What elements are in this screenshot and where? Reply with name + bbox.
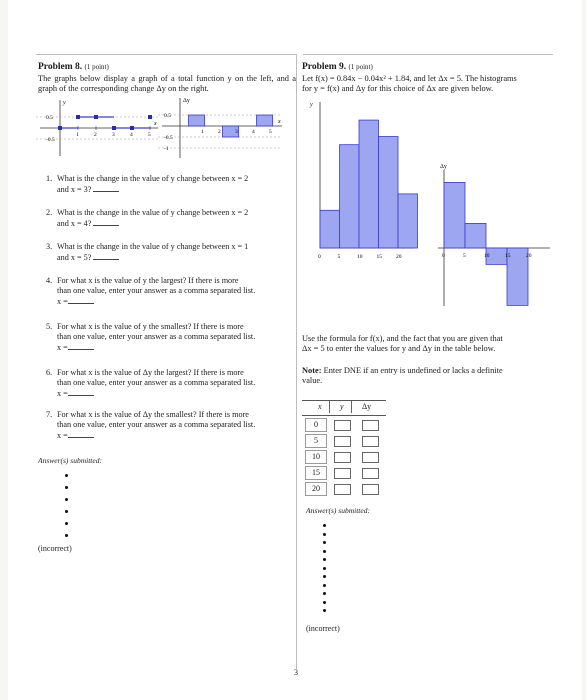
x-tick-label: 5 xyxy=(148,132,151,138)
problem9-note xyxy=(302,366,554,386)
question-2-number: 2. xyxy=(46,208,53,217)
y-value-input[interactable] xyxy=(334,420,351,431)
x-tick-label: 15 xyxy=(376,254,382,260)
y-histogram-bar xyxy=(340,145,360,248)
problem9-intro-line-1: Let f(x) = 0.84x − 0.04x² + 1.84, and let Δx = 5. The histograms xyxy=(302,74,517,83)
table-row xyxy=(302,450,386,464)
y-tick-label: -1 xyxy=(164,146,169,152)
y-histogram-bar xyxy=(398,194,418,248)
data-point xyxy=(76,115,80,119)
submitted-dot xyxy=(323,558,326,561)
dy-value-input[interactable] xyxy=(362,452,379,463)
x-tick-label: 1 xyxy=(76,132,79,138)
problem9-status: (incorrect) xyxy=(306,624,340,633)
table-header-x: x xyxy=(318,402,322,411)
data-point xyxy=(94,115,98,119)
y-histogram-bar xyxy=(359,120,379,248)
submitted-dot xyxy=(65,534,68,537)
answer-field-5[interactable] xyxy=(68,342,94,350)
question-6-text: For what x is the value of Δy the largest? If there is more xyxy=(57,368,244,377)
x-tick-label: 4 xyxy=(130,132,133,138)
x-tick-label: 10 xyxy=(357,254,363,260)
x-value-cell: 20 xyxy=(305,482,327,496)
table-top-rule xyxy=(302,400,386,401)
answer-field-7[interactable] xyxy=(68,430,94,438)
top-rule-left xyxy=(36,54,296,55)
x-tick-label: 10 xyxy=(484,253,490,259)
y-axis-label: Δy xyxy=(183,98,190,104)
question-4-number: 4. xyxy=(46,276,53,285)
note-text: Enter DNE if an entry is undefined or lacks a definite xyxy=(323,366,503,375)
submitted-dot xyxy=(323,592,326,595)
problem8-points: (1 point) xyxy=(84,63,109,71)
y-tick-label: 0.5 xyxy=(164,113,171,119)
y-tick-label: -0.5 xyxy=(164,135,173,141)
x-value-cell: 5 xyxy=(305,434,327,448)
question-3-number: 3. xyxy=(46,242,53,251)
submitted-dot xyxy=(323,609,326,612)
formula-text-line-2: Δx = 5 to enter the values for y and Δy in the table below. xyxy=(302,344,496,353)
question-1-text-2: and x = 3? xyxy=(57,185,92,195)
dy-value-input[interactable] xyxy=(362,468,379,479)
delta-bar xyxy=(189,115,205,126)
question-4-text-2: than one value, enter your answer as a comma separated list. xyxy=(57,286,256,296)
question-5-text-2: than one value, enter your answer as a comma separated list. xyxy=(57,332,256,342)
submitted-dot xyxy=(323,575,326,578)
problem8-title-text: Problem 8. xyxy=(38,62,83,72)
problem9-answers-submitted: Answer(s) submitted: xyxy=(306,506,370,515)
y-histogram-bar xyxy=(379,136,399,248)
y-axis-label: y xyxy=(310,102,313,108)
submitted-dot xyxy=(323,541,326,544)
x-value-cell: 0 xyxy=(305,418,327,432)
x-tick-label: 4 xyxy=(252,129,255,135)
y-histogram-bar xyxy=(320,210,340,248)
question-5-text: For what x is the value of y the smallest? If there is more xyxy=(57,322,244,331)
answer-field-4[interactable] xyxy=(68,296,94,304)
question-4-text: For what x is the value of y the largest? If there is more xyxy=(57,276,239,285)
submitted-dot xyxy=(65,522,68,525)
x-value-cell: 15 xyxy=(305,466,327,480)
submitted-dot xyxy=(323,550,326,553)
submitted-dot xyxy=(323,601,326,604)
question-7-text-2: than one value, enter your answer as a comma separated list. xyxy=(57,420,256,430)
problem9-intro xyxy=(302,74,554,94)
question-3-text-2: and x = 5? xyxy=(57,253,92,263)
p9-dy-histogram xyxy=(426,160,554,308)
p8-dy-graph xyxy=(158,96,286,160)
table-header-dy: Δy xyxy=(362,402,372,411)
data-point xyxy=(148,115,152,119)
answer-field-1[interactable] xyxy=(93,184,119,192)
x-tick-label: 3 xyxy=(112,132,115,138)
note-label: Note: xyxy=(302,366,322,375)
table-header-y: y xyxy=(340,402,344,411)
p8-y-graph xyxy=(36,96,162,160)
x-tick-label: 5 xyxy=(463,253,466,259)
y-value-input[interactable] xyxy=(334,484,351,495)
table-header-sep xyxy=(351,401,352,413)
table-header-sep xyxy=(329,401,330,413)
submitted-dot xyxy=(323,533,326,536)
question-3-text: What is the change in the value of y change between x = 1 xyxy=(57,242,249,251)
question-1-number: 1. xyxy=(46,174,53,183)
dy-value-input[interactable] xyxy=(362,420,379,431)
table-row xyxy=(302,482,386,496)
x-axis-label: x xyxy=(154,121,157,127)
column-divider xyxy=(296,54,297,669)
data-point xyxy=(112,126,116,130)
question-5-number: 5. xyxy=(46,322,53,331)
x-tick-label: 5 xyxy=(337,254,341,260)
note-text-2: value. xyxy=(302,376,323,385)
question-6-number: 6. xyxy=(46,368,53,377)
question-2-text-2: and x = 4? xyxy=(57,219,92,229)
submitted-dot xyxy=(65,474,68,477)
y-value-input[interactable] xyxy=(334,468,351,479)
submitted-dot xyxy=(323,567,326,570)
x-tick-label: 5 xyxy=(269,129,272,135)
question-6-text-2: than one value, enter your answer as a comma separated list. xyxy=(57,378,256,388)
problem8-answers-submitted: Answer(s) submitted: xyxy=(38,456,102,465)
table-row xyxy=(302,418,386,432)
y-tick-label: -0.5 xyxy=(46,137,55,143)
question-4-x-label: x = xyxy=(57,297,68,307)
x-axis-label: x xyxy=(278,119,281,125)
problem9-intro-line-2: for y = f(x) and Δy for this choice of Δx are given below. xyxy=(302,84,494,93)
question-5-x-label: x = xyxy=(57,343,68,353)
question-7-text: For what x is the value of Δy the smallest? If there is more xyxy=(57,410,249,419)
x-tick-label: 15 xyxy=(505,253,511,259)
y-axis-label: Δy xyxy=(440,164,447,170)
y-tick-label: 0.5 xyxy=(46,115,53,121)
submitted-dot xyxy=(323,524,326,527)
x-tick-label: 2 xyxy=(218,129,221,135)
question-6-x-label: x = xyxy=(57,389,68,399)
document-page xyxy=(8,0,582,700)
problem9-title xyxy=(302,62,373,72)
problem9-points: (1 point) xyxy=(348,63,373,71)
answer-field-6[interactable] xyxy=(68,388,94,396)
top-rule-right xyxy=(303,54,553,55)
answer-field-3[interactable] xyxy=(93,252,119,260)
x-tick-label: 0 xyxy=(442,253,445,259)
table-header-row xyxy=(302,402,386,414)
x-value-cell: 10 xyxy=(305,450,327,464)
dy-histogram-bar xyxy=(444,182,465,248)
dy-histogram-bar xyxy=(465,223,486,248)
x-tick-label: 2 xyxy=(94,132,97,138)
data-point xyxy=(58,126,62,130)
submitted-dot xyxy=(65,486,68,489)
y-value-input[interactable] xyxy=(334,452,351,463)
submitted-dot xyxy=(323,584,326,587)
question-2-text: What is the change in the value of y change between x = 2 xyxy=(57,208,249,217)
y-axis-label: y xyxy=(63,100,66,106)
x-tick-label: 3 xyxy=(235,129,238,135)
question-1-text: What is the change in the value of y change between x = 2 xyxy=(57,174,249,183)
table-row xyxy=(302,466,386,480)
problem9-formula-text xyxy=(302,334,554,354)
problem8-intro: The graphs below display a graph of a total function y on the left, and a graph of the corresponding change Δy on the right. xyxy=(38,74,296,93)
problem8-title xyxy=(38,62,109,72)
answer-field-2[interactable] xyxy=(93,218,119,226)
p9-y-histogram xyxy=(306,98,418,268)
x-tick-label: 20 xyxy=(526,253,532,259)
delta-bar xyxy=(257,115,273,126)
x-tick-label: 20 xyxy=(396,254,402,260)
x-tick-label: 1 xyxy=(201,129,204,135)
x-tick-label: 0 xyxy=(318,254,321,260)
table-header-rule xyxy=(302,415,386,416)
question-7-x-label: x = xyxy=(57,431,68,441)
formula-text-line-1: Use the formula for f(x), and the fact that you are given that xyxy=(302,334,503,343)
dy-value-input[interactable] xyxy=(362,484,379,495)
page-number: 3 xyxy=(294,668,298,677)
y-value-input[interactable] xyxy=(334,436,351,447)
submitted-dot xyxy=(65,498,68,501)
problem9-title-text: Problem 9. xyxy=(302,62,347,72)
problem8-status: (incorrect) xyxy=(38,544,72,553)
table-row xyxy=(302,434,386,448)
dy-value-input[interactable] xyxy=(362,436,379,447)
submitted-dot xyxy=(65,510,68,513)
question-7-number: 7. xyxy=(46,410,53,419)
data-point xyxy=(130,126,134,130)
